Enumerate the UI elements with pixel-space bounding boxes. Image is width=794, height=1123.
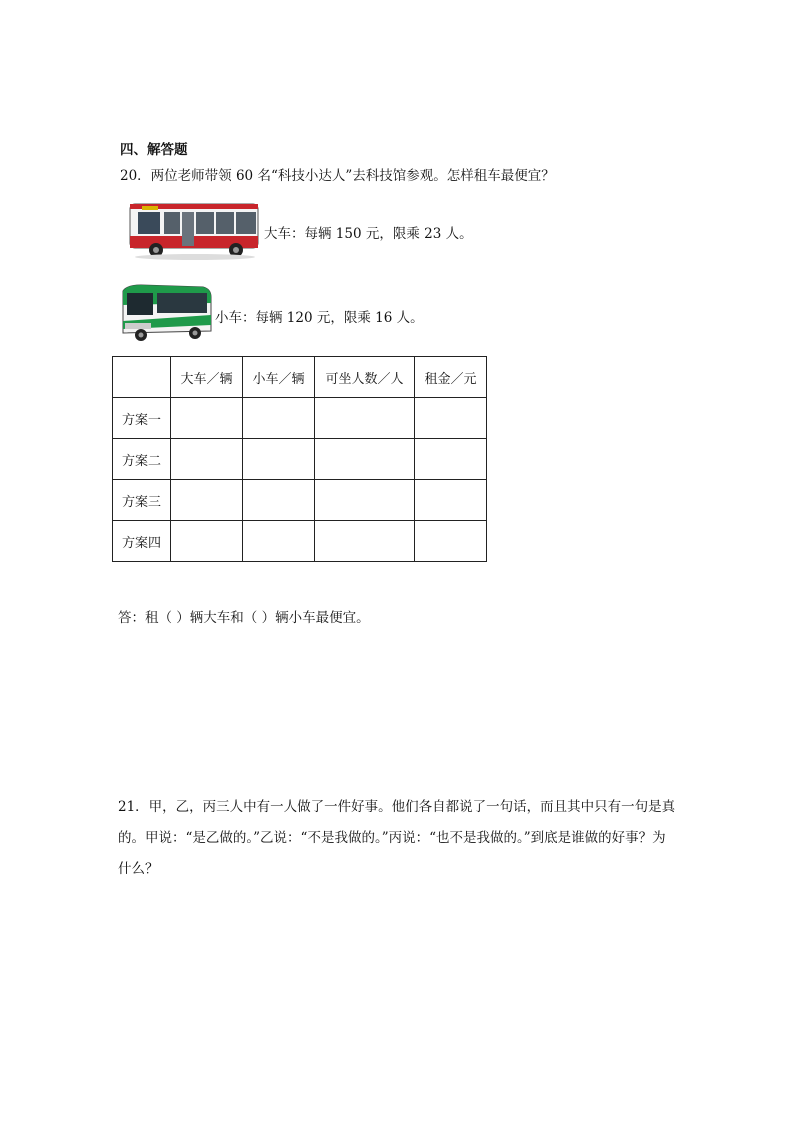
table-cell[interactable] [243,480,315,521]
row-label: 方案三 [113,480,171,521]
row-label: 方案一 [113,398,171,439]
table-cell[interactable] [415,521,487,562]
table-row [113,521,487,562]
plan-table [112,356,487,562]
table-header-row [113,357,487,398]
table-row [113,480,487,521]
section-title: 四、解答题 [120,142,188,158]
question-21-text: 21．甲，乙，丙三人中有一人做了一件好事。他们各自都说了一句话，而且其中只有一句是真的。甲说：“是乙做的。”乙说：“不是我做的。”丙说：“也不是我做的。”到底是谁做的好事？为什么？ [118,799,676,877]
table-cell[interactable] [171,521,243,562]
table-cell[interactable] [315,521,415,562]
table-row [113,398,487,439]
table-cell[interactable] [415,439,487,480]
question-20-text: 20．两位老师带领 60 名“科技小达人”去科技馆参观。怎样租车最便宜？ [120,168,555,184]
small-bus-icon [117,281,213,345]
row-label: 方案二 [113,439,171,480]
table-cell[interactable] [315,439,415,480]
table-cell[interactable] [171,398,243,439]
table-cell[interactable] [315,480,415,521]
table-cell[interactable] [171,480,243,521]
table-cell[interactable] [315,398,415,439]
table-cell[interactable] [243,398,315,439]
table-cell[interactable] [415,480,487,521]
table-cell[interactable] [415,398,487,439]
header-cell: 可坐人数／人 [315,357,415,398]
row-label: 方案四 [113,521,171,562]
large-bus-icon [128,198,262,260]
header-cell [113,357,171,398]
header-cell: 大车／辆 [171,357,243,398]
question-20-answer: 答：租（ ）辆大车和（ ）辆小车最便宜。 [118,610,370,626]
table-cell[interactable] [243,521,315,562]
small-bus-caption: 小车：每辆 120 元，限乘 16 人。 [215,310,424,326]
table-cell[interactable] [171,439,243,480]
table-cell[interactable] [243,439,315,480]
table-row [113,439,487,480]
header-cell: 租金／元 [415,357,487,398]
large-bus-caption: 大车：每辆 150 元，限乘 23 人。 [264,226,473,242]
header-cell: 小车／辆 [243,357,315,398]
